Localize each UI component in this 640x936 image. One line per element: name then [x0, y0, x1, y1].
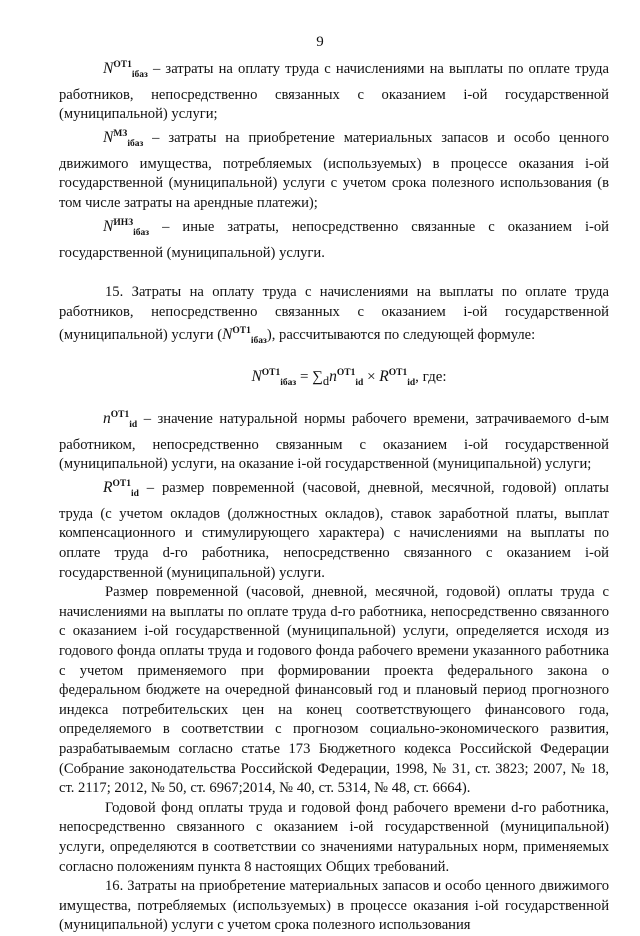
paragraph-annual-fund: Годовой фонд оплаты труда и годовой фонд рабочего времени d-го работника, непосредственно связанного с оказанием i-ой государственной (муниципальной) услуги, определяются в соответствии со значениями натуральных норм, применяемых согласно положениям пункта 8 настоящих Общих требований. — [59, 799, 609, 875]
paragraph-salary-size: Размер повременной (часовой, дневной, месячной, годовой) оплаты труда с начислениями на выплаты по оплате труда d-го работника, непосредственно связанного с оказанием i-ой государственной (муниципальной) услуги, определяется исходя из годового фонда оплаты труда и годового фонда рабочего времени указанного работника с учетом применяемого при формировании проекта федерального закона о федеральном бюджете на очередной финансовый год и плановый период прогнозного индекса потребительских цен на конец соответствующего финансового года, определяемого в соответствии с прогнозом социально-экономического развития, разрабатываемым согласно статье 173 Бюджетного кодекса Российской Федерации (Собрание законодательства Российской Федерации, 1998, № 31, ст. 3823; 2007, № 18, ст. 2117; 2012, № 50, ст. 6967;2014, № 40, ст. 5314, № 48, ст. 6664). — [59, 584, 609, 797]
symbol-r-id: $R^{ОТ1}_{id}$ — [103, 479, 139, 500]
symbol-n-ot1-inline: $N^{ОТ1}_{iбаз}$ — [222, 326, 267, 347]
symbol-n-id: $n^{ОТ1}_{id}$ — [103, 409, 138, 431]
symbol-n-mz: $N^{МЗ}_{iбаз}$ — [103, 129, 144, 150]
definition-n-ot1: $N^{ОТ1}_{iбаз}$ – затраты на оплату труда с начислениями на выплаты по оплате труда работников, непосредственно связанных с оказанием i-ой государственной (муниципальной) услуги; — [59, 60, 609, 123]
definition-n-mz: $N^{МЗ}_{iбаз}$ – затраты на приобретение материальных запасов и особо ценного движимого имущества, потребляемых (используемых) в процессе оказания i-ой государственной (муниципальной) услуги с учетом срока полезного использования (в том числе затраты на арендные платежи); — [59, 129, 609, 212]
definition-r-id: $R^{ОТ1}_{id}$ – размер повременной (часовой, дневной, месячной, годовой) оплаты труда (с учетом окладов (должностных окладов), ставок заработной платы, выплат компенсационного и стимулирующего характера) с начислениями на выплаты по оплате труда d-го работника, непосредственно связанного с оказанием i-ой государственной (муниципальной) услуги. — [59, 479, 609, 581]
definition-n-id: $n^{ОТ1}_{id}$ – значение натуральной нормы рабочего времени, затрачиваемого d-ым работником, непосредственно связанным с оказанием i-ой государственной (муниципальной) услуги, на оказание i-ой государственной (муниципальной) услуги; — [59, 409, 609, 473]
paragraph-15: 15. Затраты на оплату труда с начислениями на выплаты по оплате труда работников, непосредственно связанных с оказанием i-ой государственной (муниципальной) услуги $(N^{ОТ1}_{iбаз})$, рассчитываются по следующей формуле: — [59, 284, 609, 347]
paragraph-16: 16. Затраты на приобретение материальных запасов и особо ценного движимого имущества, потребляемых (используемых) в процессе оказания i-ой государственной (муниципальной) услуги с учетом срока полезного использования — [59, 878, 609, 934]
symbol-n-inz: $N^{ИНЗ}_{iбаз}$ — [103, 217, 150, 238]
symbol-n-ot1: $N^{ОТ1}_{iбаз}$ — [103, 60, 148, 81]
page-number: 9 — [316, 34, 324, 50]
definition-n-inz: $N^{ИНЗ}_{iбаз}$ – иные затраты, непосредственно связанные с оказанием i-ой государственной (муниципальной) услуги. — [59, 217, 609, 261]
page-body — [59, 56, 609, 936]
formula: $N^{ОТ1}_{iбаз} = \sum_dn^{ОТ1}_{id} \times R^{ОТ1}_{id}$, где: — [251, 368, 447, 389]
